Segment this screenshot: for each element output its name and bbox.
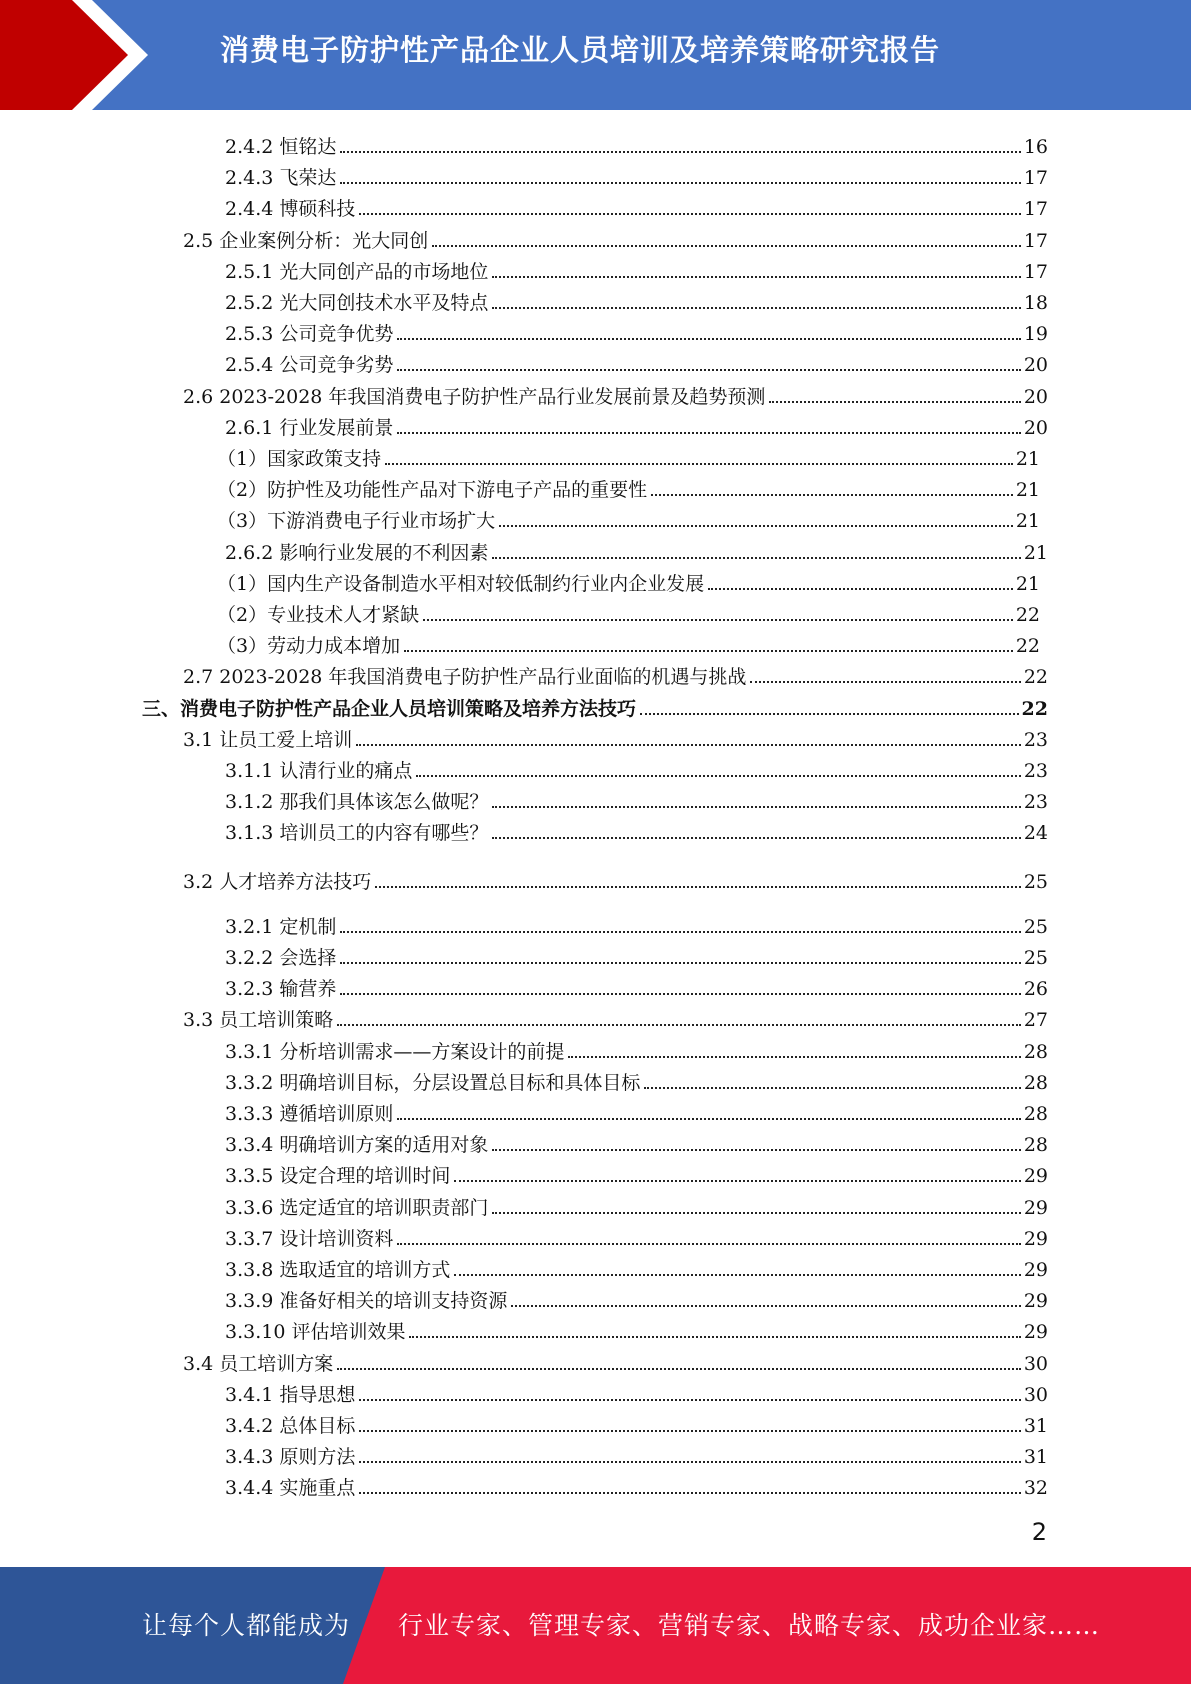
toc-entry[interactable]: [225, 1438, 1048, 1469]
toc-entry[interactable]: [225, 1376, 1048, 1407]
toc-entry-page: 21: [1015, 448, 1040, 470]
toc-entry[interactable]: [217, 596, 1040, 627]
toc-entry[interactable]: [217, 627, 1040, 658]
toc-entry[interactable]: [225, 253, 1048, 284]
toc-entry-page: 29: [1023, 1321, 1048, 1344]
toc-entry[interactable]: [225, 908, 1048, 939]
footer-slogan-right: 行业专家、管理专家、营销专家、战略专家、成功企业家……: [398, 1611, 1101, 1640]
toc-entry-title: 3.1.2 那我们具体该怎么做呢？: [225, 791, 489, 814]
toc-dot-leader: [359, 1492, 1020, 1494]
toc-dot-leader: [511, 1305, 1020, 1307]
toc-entry-title: （1）国家政策支持: [217, 448, 382, 470]
toc-entry[interactable]: [225, 190, 1048, 221]
toc-entry-page: 23: [1023, 791, 1048, 814]
toc-entry-page: 20: [1023, 416, 1048, 439]
toc-entry[interactable]: [225, 814, 1048, 845]
toc-entry[interactable]: [225, 1469, 1048, 1500]
toc-entry-title: 3.3.8 选取适宜的培训方式: [225, 1259, 451, 1281]
toc-entry[interactable]: [225, 970, 1048, 1001]
toc-entry-title: （3）下游消费电子行业市场扩大: [217, 510, 496, 533]
toc-entry-title: 2.5 企业案例分析：光大同创: [183, 229, 429, 252]
toc-dot-leader: [337, 1368, 1021, 1370]
toc-entry-page: 28: [1023, 1103, 1048, 1125]
toc-entry[interactable]: [183, 1001, 1048, 1032]
toc-entry-title: 3.3 员工培训策略: [183, 1009, 334, 1032]
toc-entry[interactable]: [217, 471, 1040, 502]
toc-entry[interactable]: [225, 1220, 1048, 1251]
toc-entry-page: 29: [1023, 1290, 1048, 1313]
toc-entry[interactable]: [225, 409, 1048, 440]
toc-entry-title: 3.3.10 评估培训效果: [225, 1321, 406, 1344]
toc-dot-leader: [644, 1087, 1020, 1089]
toc-entry[interactable]: [225, 1157, 1048, 1188]
toc-dot-leader: [404, 650, 1013, 652]
toc-entry[interactable]: [183, 378, 1048, 409]
toc-dot-leader: [416, 775, 1020, 777]
toc-entry-page: 19: [1023, 323, 1048, 346]
footer-banner: [0, 1567, 1191, 1684]
toc-entry-page: 21: [1015, 572, 1040, 595]
toc-entry[interactable]: [225, 783, 1048, 814]
toc-entry-title: 2.4.2 恒铭达: [225, 136, 337, 158]
toc-entry-page: 28: [1023, 1134, 1048, 1157]
toc-entry-title: 3.2.2 会选择: [225, 947, 337, 969]
toc-entry[interactable]: [225, 128, 1048, 159]
toc-entry[interactable]: [183, 658, 1048, 689]
toc-entry-title: 3.4.3 原则方法: [225, 1446, 356, 1469]
toc-entry-title: 3.4.2 总体目标: [225, 1415, 356, 1437]
toc-entry-title: 2.4.3 飞荣达: [225, 167, 337, 190]
toc-dot-leader: [708, 588, 1013, 590]
toc-dot-leader: [750, 681, 1020, 683]
toc-entry-title: 3.3.7 设计培训资料: [225, 1227, 394, 1250]
toc-entry-page: 30: [1023, 1352, 1048, 1375]
toc-entry[interactable]: [225, 939, 1048, 970]
toc-entry-page: 31: [1023, 1415, 1048, 1437]
toc-dot-leader: [568, 1056, 1020, 1058]
toc-dot-leader: [492, 276, 1020, 278]
toc-dot-leader: [432, 245, 1021, 247]
toc-dot-leader: [340, 151, 1020, 153]
footer-slogan-left: 让每个人都能成为: [142, 1611, 351, 1640]
toc-entry-page: 24: [1023, 822, 1048, 845]
toc-entry-page: 20: [1023, 385, 1048, 408]
toc-dot-leader: [492, 1149, 1020, 1151]
toc-entry-title: 3.3.3 遵循培训原则: [225, 1103, 394, 1125]
toc-entry-page: 21: [1015, 510, 1040, 533]
toc-entry[interactable]: [183, 721, 1048, 752]
toc-entry-page: 17: [1023, 260, 1048, 283]
toc-entry-title: 2.5.3 公司竞争优势: [225, 323, 394, 346]
toc-dot-leader: [454, 1180, 1020, 1182]
toc-entry-page: 25: [1023, 947, 1048, 969]
toc-entry-page: 22: [1021, 697, 1048, 720]
toc-entry-title: （2）防护性及功能性产品对下游电子产品的重要性: [217, 479, 648, 502]
toc-dot-leader: [492, 806, 1020, 808]
toc-entry[interactable]: [225, 1313, 1048, 1344]
toc-entry[interactable]: [225, 534, 1048, 565]
toc-entry[interactable]: [225, 1407, 1048, 1438]
toc-entry-title: 3.1.3 培训员工的内容有哪些？: [225, 822, 489, 845]
toc-entry[interactable]: [225, 1189, 1048, 1220]
toc-dot-leader: [397, 369, 1020, 371]
toc-entry-title: 3.4 员工培训方案: [183, 1352, 334, 1375]
toc-dot-leader: [340, 962, 1020, 964]
document-title: 消费电子防护性产品企业人员培训及培养策略研究报告: [220, 33, 941, 67]
toc-entry-title: 3.3.4 明确培训方案的适用对象: [225, 1134, 489, 1157]
toc-dot-leader: [651, 494, 1013, 496]
toc-entry-page: 18: [1023, 292, 1048, 314]
toc-entry-page: 29: [1023, 1165, 1048, 1188]
toc-entry-title: 2.5.2 光大同创技术水平及特点: [225, 292, 489, 314]
toc-dot-leader: [385, 463, 1013, 465]
toc-entry-title: （2）专业技术人才紧缺: [217, 604, 420, 626]
toc-entry-title: 三、消费电子防护性产品企业人员培训策略及培养方法技巧: [142, 697, 637, 720]
toc-dot-leader: [359, 1430, 1020, 1432]
toc-dot-leader: [397, 1243, 1020, 1245]
toc-entry-title: 2.6.2 影响行业发展的不利因素: [225, 541, 489, 564]
toc-entry-title: 2.7 2023-2028 年我国消费电子防护性产品行业面临的机遇与挑战: [183, 666, 747, 689]
toc-entry-page: 27: [1023, 1009, 1048, 1032]
toc-dot-leader: [640, 713, 1019, 715]
toc-dot-leader: [340, 993, 1020, 995]
toc-entry[interactable]: [225, 1126, 1048, 1157]
toc-entry-title: 3.2.1 定机制: [225, 915, 337, 938]
toc-dot-leader: [337, 1024, 1021, 1026]
toc-entry-page: 22: [1023, 666, 1048, 689]
toc-entry[interactable]: [183, 1345, 1048, 1376]
toc-dot-leader: [340, 931, 1020, 933]
toc-entry[interactable]: [225, 1282, 1048, 1313]
toc-entry-title: 2.4.4 博硕科技: [225, 198, 356, 221]
toc-entry-page: 20: [1023, 354, 1048, 377]
toc-dot-leader: [454, 1274, 1020, 1276]
toc-dot-leader: [492, 837, 1020, 839]
toc-entry-page: 16: [1023, 136, 1048, 158]
toc-entry[interactable]: [225, 1095, 1048, 1126]
toc-entry-page: 22: [1015, 604, 1040, 626]
toc-entry-page: 17: [1023, 198, 1048, 221]
toc-entry[interactable]: [225, 1251, 1048, 1282]
toc-entry[interactable]: [225, 346, 1048, 377]
toc-dot-leader: [492, 557, 1020, 559]
toc-entry-page: 22: [1015, 635, 1040, 658]
toc-entry-page: 31: [1023, 1446, 1048, 1469]
toc-entry-title: 3.2.3 输营养: [225, 978, 337, 1001]
toc-dot-leader: [397, 1118, 1020, 1120]
toc-entry-title: 2.6.1 行业发展前景: [225, 416, 394, 439]
toc-entry-title: 3.4.1 指导思想: [225, 1383, 356, 1406]
toc-entry-page: 29: [1023, 1259, 1048, 1281]
toc-entry-title: 2.5.4 公司竞争劣势: [225, 354, 394, 377]
toc-entry[interactable]: [183, 222, 1048, 253]
toc-entry-page: 28: [1023, 1040, 1048, 1063]
toc-entry-title: 2.5.1 光大同创产品的市场地位: [225, 260, 489, 283]
toc-entry[interactable]: [217, 440, 1040, 471]
toc-entry[interactable]: [217, 502, 1040, 533]
toc-entry-title: 3.2 人才培养方法技巧: [183, 870, 372, 893]
toc-dot-leader: [397, 432, 1020, 434]
toc-entry-title: 3.1.1 认清行业的痛点: [225, 760, 413, 782]
toc-dot-leader: [409, 1336, 1020, 1338]
toc-entry-page: 28: [1023, 1071, 1048, 1094]
toc-dot-leader: [359, 1461, 1020, 1463]
toc-entry[interactable]: [225, 284, 1048, 315]
toc-entry-title: 3.1 让员工爱上培训: [183, 728, 353, 751]
toc-entry[interactable]: [225, 1064, 1048, 1095]
toc-entry-page: 21: [1023, 541, 1048, 564]
toc-entry-page: 23: [1023, 728, 1048, 751]
toc-dot-leader: [359, 1399, 1020, 1401]
toc-entry-title: 2.6 2023-2028 年我国消费电子防护性产品行业发展前景及趋势预测: [183, 385, 766, 408]
toc-entry[interactable]: [217, 565, 1040, 596]
toc-entry[interactable]: [225, 315, 1048, 346]
toc-entry-page: 17: [1023, 229, 1048, 252]
toc-entry-page: 23: [1023, 760, 1048, 782]
toc-entry-title: 3.3.5 设定合理的培训时间: [225, 1165, 451, 1188]
toc-entry-title: 3.4.4 实施重点: [225, 1477, 356, 1500]
toc-entry-page: 29: [1023, 1227, 1048, 1250]
toc-entry[interactable]: [225, 159, 1048, 190]
toc-entry[interactable]: [142, 690, 1048, 721]
toc-dot-leader: [397, 338, 1020, 340]
toc-entry-page: 26: [1023, 978, 1048, 1001]
toc-entry-page: 30: [1023, 1383, 1048, 1406]
toc-entry-title: 3.3.1 分析培训需求——方案设计的前提: [225, 1040, 565, 1063]
toc-entry-page: 25: [1023, 915, 1048, 938]
toc-entry-title: 3.3.9 准备好相关的培训支持资源: [225, 1290, 508, 1313]
header-banner: [0, 0, 1191, 110]
toc-dot-leader: [492, 307, 1020, 309]
toc-entry-page: 25: [1023, 870, 1048, 893]
toc-entry-page: 29: [1023, 1196, 1048, 1219]
page-number: 2: [1031, 1518, 1047, 1546]
toc-dot-leader: [356, 744, 1021, 746]
toc-entry[interactable]: [183, 863, 1048, 894]
toc-dot-leader: [769, 401, 1020, 403]
toc-entry-title: 3.3.6 选定适宜的培训职责部门: [225, 1196, 489, 1219]
toc-dot-leader: [492, 1212, 1020, 1214]
toc-dot-leader: [423, 619, 1013, 621]
toc-entry-title: （3）劳动力成本增加: [217, 635, 401, 658]
toc-entry-page: 21: [1015, 479, 1040, 502]
toc-dot-leader: [375, 886, 1021, 888]
toc-entry-page: 32: [1023, 1477, 1048, 1500]
toc-dot-leader: [499, 525, 1013, 527]
toc-entry[interactable]: [225, 752, 1048, 783]
toc-dot-leader: [359, 213, 1020, 215]
toc-entry-page: 17: [1023, 167, 1048, 190]
toc-entry[interactable]: [225, 1033, 1048, 1064]
toc-dot-leader: [340, 182, 1020, 184]
toc-entry-title: 3.3.2 明确培训目标，分层设置总目标和具体目标: [225, 1071, 641, 1094]
toc-entry-title: （1）国内生产设备制造水平相对较低制约行业内企业发展: [217, 572, 705, 595]
